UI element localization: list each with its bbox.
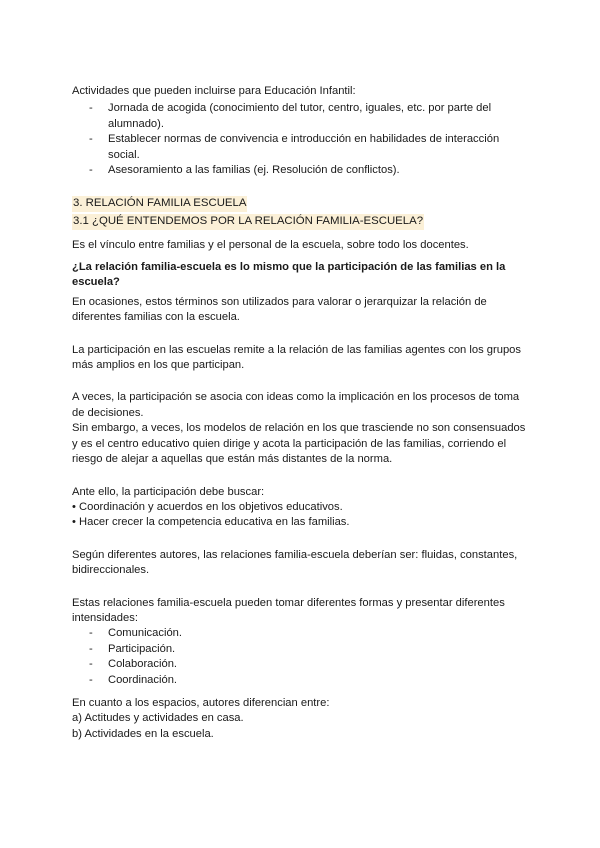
list-item-text: Colaboración. — [108, 658, 178, 671]
paragraph-aveces: A veces, la participación se asocia con ideas como la implicación en los procesos de toma de decisiones. — [72, 391, 520, 419]
dash-marker: - — [89, 627, 93, 640]
dash-marker: - — [89, 133, 93, 146]
buscar-list — [72, 500, 528, 531]
list-item-text: Asesoramiento a las familias (ej. Resolución de conflictos). — [108, 164, 400, 177]
infantil-activities-list — [72, 101, 528, 178]
list-item-text: Coordinación. — [108, 673, 178, 686]
list-item-text: Participación. — [108, 642, 176, 655]
dash-marker: - — [89, 642, 93, 655]
paragraph-ocasiones: En ocasiones, estos términos son utilizados para valorar o jerarquizar la relación de diferentes familias con la escuela. — [72, 295, 487, 324]
paragraph-sinembargo: Sin embargo, a veces, los modelos de relación en los que trasciende no son consensuados y es el centro educativo quien dirige y acota la participación de las familias, corriendo el riesgo de alejar a aquellas que están más distantes de la norma. — [72, 422, 526, 466]
paragraph-formas: Estas relaciones familia-escuela pueden tomar diferentes formas y presentar diferentes intensidades: — [72, 596, 505, 624]
list-item — [72, 626, 528, 641]
list-item — [72, 132, 528, 163]
paragraph-vinculo: Es el vínculo entre familias y el personal de la escuela, sobre todo los docentes. — [72, 238, 469, 251]
list-item — [72, 657, 528, 672]
list-item — [72, 673, 528, 688]
list-item — [72, 101, 528, 132]
section-heading: 3. RELACIÓN FAMILIA ESCUELA — [72, 196, 247, 212]
paragraph-espacios: En cuanto a los espacios, autores diferencian entre: — [72, 696, 330, 709]
espacios-list — [72, 711, 528, 742]
paragraph-anteello: Ante ello, la participación debe buscar: — [72, 485, 265, 498]
list-item-text: Jornada de acogida (conocimiento del tutor, centro, iguales, etc. por parte del alumnado). — [108, 102, 492, 130]
list-item: • Hacer crecer la competencia educativa en las familias. — [72, 516, 350, 529]
list-item-text: Comunicación. — [108, 627, 182, 640]
question-heading: ¿La relación familia-escuela es lo mismo que la participación de las familias en la escuela? — [72, 261, 506, 289]
dash-marker: - — [89, 673, 93, 686]
list-item: • Coordinación y acuerdos en los objetivos educativos. — [72, 500, 343, 513]
list-item: a) Actitudes y actividades en casa. — [72, 712, 244, 725]
paragraph-participacion: La participación en las escuelas remite a la relación de las familias agentes con los grupos más amplios en los que participan. — [72, 343, 521, 372]
list-item — [72, 163, 528, 178]
dash-marker: - — [89, 164, 93, 177]
paragraph-segun: Según diferentes autores, las relaciones familia-escuela deberían ser: fluidas, constantes, bidireccionales. — [72, 548, 518, 577]
list-item-text: Establecer normas de convivencia e introducción en habilidades de interacción social. — [108, 133, 500, 161]
intro-text: Actividades que pueden incluirse para Educación Infantil: — [72, 85, 356, 97]
list-item: b) Actividades en la escuela. — [72, 727, 214, 740]
subsection-heading: 3.1 ¿QUÉ ENTENDEMOS POR LA RELACIÓN FAMILIA-ESCUELA? — [72, 214, 424, 230]
formas-list — [72, 626, 528, 688]
list-item — [72, 642, 528, 657]
dash-marker: - — [89, 658, 93, 671]
dash-marker: - — [89, 102, 93, 115]
